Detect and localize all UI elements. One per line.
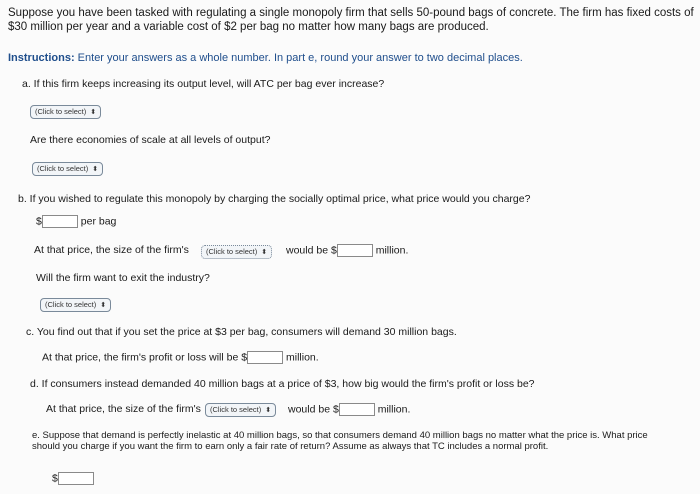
part-a-economies-select[interactable] bbox=[32, 162, 103, 176]
part-b-price-input[interactable] bbox=[42, 215, 78, 228]
part-b-price-row bbox=[36, 215, 116, 228]
part-d-amount-row bbox=[288, 403, 410, 416]
instructions bbox=[8, 52, 523, 64]
instructions-text: Enter your answers as a whole number. In part e, round your answer to two decimal places. bbox=[74, 52, 523, 64]
chevron-updown-icon: ⬍ bbox=[90, 109, 97, 116]
per-bag-label: per bag bbox=[80, 215, 117, 228]
chevron-updown-icon: ⬍ bbox=[265, 407, 272, 414]
part-d-size-select[interactable] bbox=[205, 403, 276, 417]
million-label: million. bbox=[286, 351, 319, 364]
would-be-label: would be $ bbox=[286, 244, 337, 257]
part-b-exit-question: Will the firm want to exit the industry? bbox=[36, 272, 210, 284]
part-b-exit-select[interactable] bbox=[40, 298, 111, 312]
problem-intro: Suppose you have been tasked with regulating a single monopoly firm that sells 50-pound bags of concrete. The firm has fixed costs of $30 million per year and a variable cost of $2 per bag no matter how many bags are produced. bbox=[8, 7, 694, 33]
chevron-updown-icon: ⬍ bbox=[100, 302, 107, 309]
would-be-label: would be $ bbox=[288, 403, 339, 416]
part-d-size-label: At that price, the size of the firm's bbox=[46, 403, 201, 415]
part-b-amount-input[interactable] bbox=[337, 244, 373, 257]
part-b-question: b. If you wished to regulate this monopoly by charging the socially optimal price, what price would you charge? bbox=[18, 193, 531, 205]
select-placeholder: (Click to select) bbox=[45, 300, 97, 309]
million-label: million. bbox=[377, 403, 411, 416]
currency-sign: $ bbox=[36, 215, 42, 228]
select-placeholder: (Click to select) bbox=[37, 164, 89, 173]
million-label: million. bbox=[375, 244, 409, 257]
part-d-amount-input[interactable] bbox=[339, 403, 375, 416]
instructions-label: Instructions: bbox=[8, 52, 75, 64]
part-b-size-select[interactable] bbox=[201, 245, 272, 259]
profit-label: At that price, the firm's profit or loss will be $ bbox=[42, 351, 248, 364]
part-b-size-label: At that price, the size of the firm's bbox=[34, 244, 189, 256]
currency-sign: $ bbox=[52, 472, 58, 485]
select-placeholder: (Click to select) bbox=[35, 107, 87, 116]
part-e-price-input[interactable] bbox=[58, 472, 94, 485]
select-placeholder: (Click to select) bbox=[210, 405, 262, 414]
part-a-question: a. If this firm keeps increasing its output level, will ATC per bag ever increase? bbox=[22, 78, 385, 90]
part-c-question: c. You find out that if you set the price at $3 per bag, consumers will demand 30 million bags. bbox=[26, 326, 457, 338]
part-b-amount-row bbox=[286, 244, 408, 257]
part-c-profit-input[interactable] bbox=[247, 351, 283, 364]
part-e-price-row bbox=[52, 472, 94, 485]
part-a-atc-select[interactable] bbox=[30, 105, 101, 119]
part-c-profit-row bbox=[42, 351, 319, 364]
part-a-economies-question: Are there economies of scale at all levels of output? bbox=[30, 134, 271, 146]
select-placeholder: (Click to select) bbox=[206, 247, 258, 256]
chevron-updown-icon: ⬍ bbox=[261, 249, 268, 256]
chevron-updown-icon: ⬍ bbox=[92, 166, 99, 173]
part-e-question: e. Suppose that demand is perfectly inelastic at 40 million bags, so that consumers demand 40 million bags no matter what the price is. What price should you charge if you want the firm to earn only a fair rate of return? Assume as always that TC includes a normal profit. bbox=[32, 430, 648, 452]
part-d-question: d. If consumers instead demanded 40 million bags at a price of $3, how big would the firm's profit or loss be? bbox=[30, 378, 535, 390]
